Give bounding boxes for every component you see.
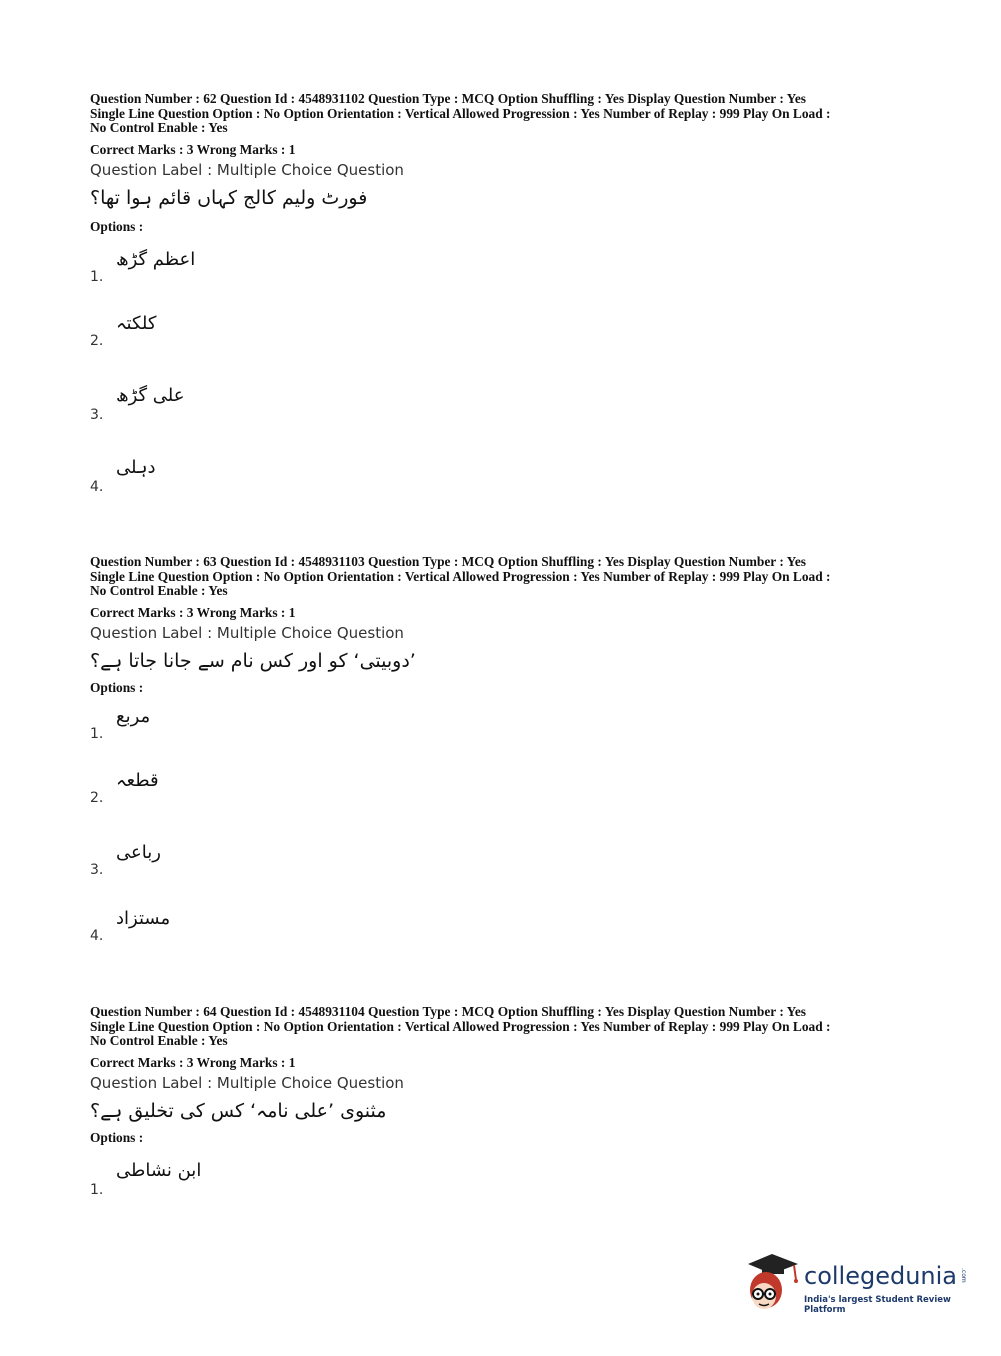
option-number: 2.	[90, 332, 104, 349]
question-marks: Correct Marks : 3 Wrong Marks : 1	[90, 604, 296, 620]
option-number: 2.	[90, 789, 104, 806]
question-63	[90, 555, 920, 956]
option-text: اعظم گڑھ	[116, 248, 196, 270]
question-label: Question Label : Multiple Choice Question	[90, 1073, 404, 1092]
option-number: 1.	[90, 268, 104, 285]
option-number: 3.	[90, 861, 104, 878]
option-text: قطعہ	[116, 769, 159, 791]
options-label: Options :	[90, 1129, 144, 1145]
question-meta: Question Number : 64 Question Id : 4548931104 Question Type : MCQ Option Shuffling : Yes Display Question Number : Yes Single Line Question Option : No Option Orientation : Vertical Allowed Progression : Yes Number of Replay : 999 Play On Load : No Control Enable : Yes	[90, 1004, 831, 1048]
question-marks: Correct Marks : 3 Wrong Marks : 1	[90, 1054, 296, 1070]
question-label: Question Label : Multiple Choice Question	[90, 623, 404, 642]
option-text: مربع	[116, 705, 151, 727]
options-list	[90, 235, 920, 505]
options-label: Options :	[90, 679, 144, 695]
question-text: مثنوی ’علی نامہ‘ کس کی تخلیق ہے؟	[90, 1099, 387, 1122]
question-62	[90, 92, 920, 505]
option-number: 1.	[90, 725, 104, 742]
option-text: کلکتہ	[116, 312, 157, 334]
question-label: Question Label : Multiple Choice Question	[90, 160, 404, 179]
options-label: Options :	[90, 218, 144, 234]
option-number: 4.	[90, 927, 104, 944]
mascot-icon	[742, 1250, 802, 1316]
question-text: ’دوبیتی‘ کو اور کس نام سے جانا جاتا ہے؟	[90, 649, 416, 672]
collegedunia-logo	[742, 1250, 972, 1320]
option-number: 3.	[90, 406, 104, 423]
logo-tagline: India's largest Student Review Platform	[804, 1295, 951, 1315]
option-text: رباعی	[116, 841, 161, 863]
option-text: مستزاد	[116, 907, 171, 929]
options-list	[90, 696, 920, 956]
question-marks: Correct Marks : 3 Wrong Marks : 1	[90, 141, 296, 157]
option-text: علی گڑھ	[116, 384, 185, 406]
question-64	[90, 1005, 920, 1216]
question-text: فورٹ ولیم کالج کہاں قائم ہوا تھا؟	[90, 186, 368, 209]
option-number: 1.	[90, 1181, 104, 1198]
logo-wordmark: collegedunia	[804, 1262, 958, 1290]
options-list	[90, 1146, 920, 1216]
option-text: ابن نشاطی	[116, 1159, 202, 1181]
question-meta: Question Number : 63 Question Id : 4548931103 Question Type : MCQ Option Shuffling : Yes Display Question Number : Yes Single Line Question Option : No Option Orientation : Vertical Allowed Progression : Yes Number of Replay : 999 Play On Load : No Control Enable : Yes	[90, 554, 831, 598]
logo-suffix: .com	[960, 1268, 967, 1283]
question-meta: Question Number : 62 Question Id : 4548931102 Question Type : MCQ Option Shuffling : Yes Display Question Number : Yes Single Line Question Option : No Option Orientation : Vertical Allowed Progression : Yes Number of Replay : 999 Play On Load : No Control Enable : Yes	[90, 91, 831, 135]
option-text: دہلی	[116, 456, 156, 478]
option-number: 4.	[90, 478, 104, 495]
